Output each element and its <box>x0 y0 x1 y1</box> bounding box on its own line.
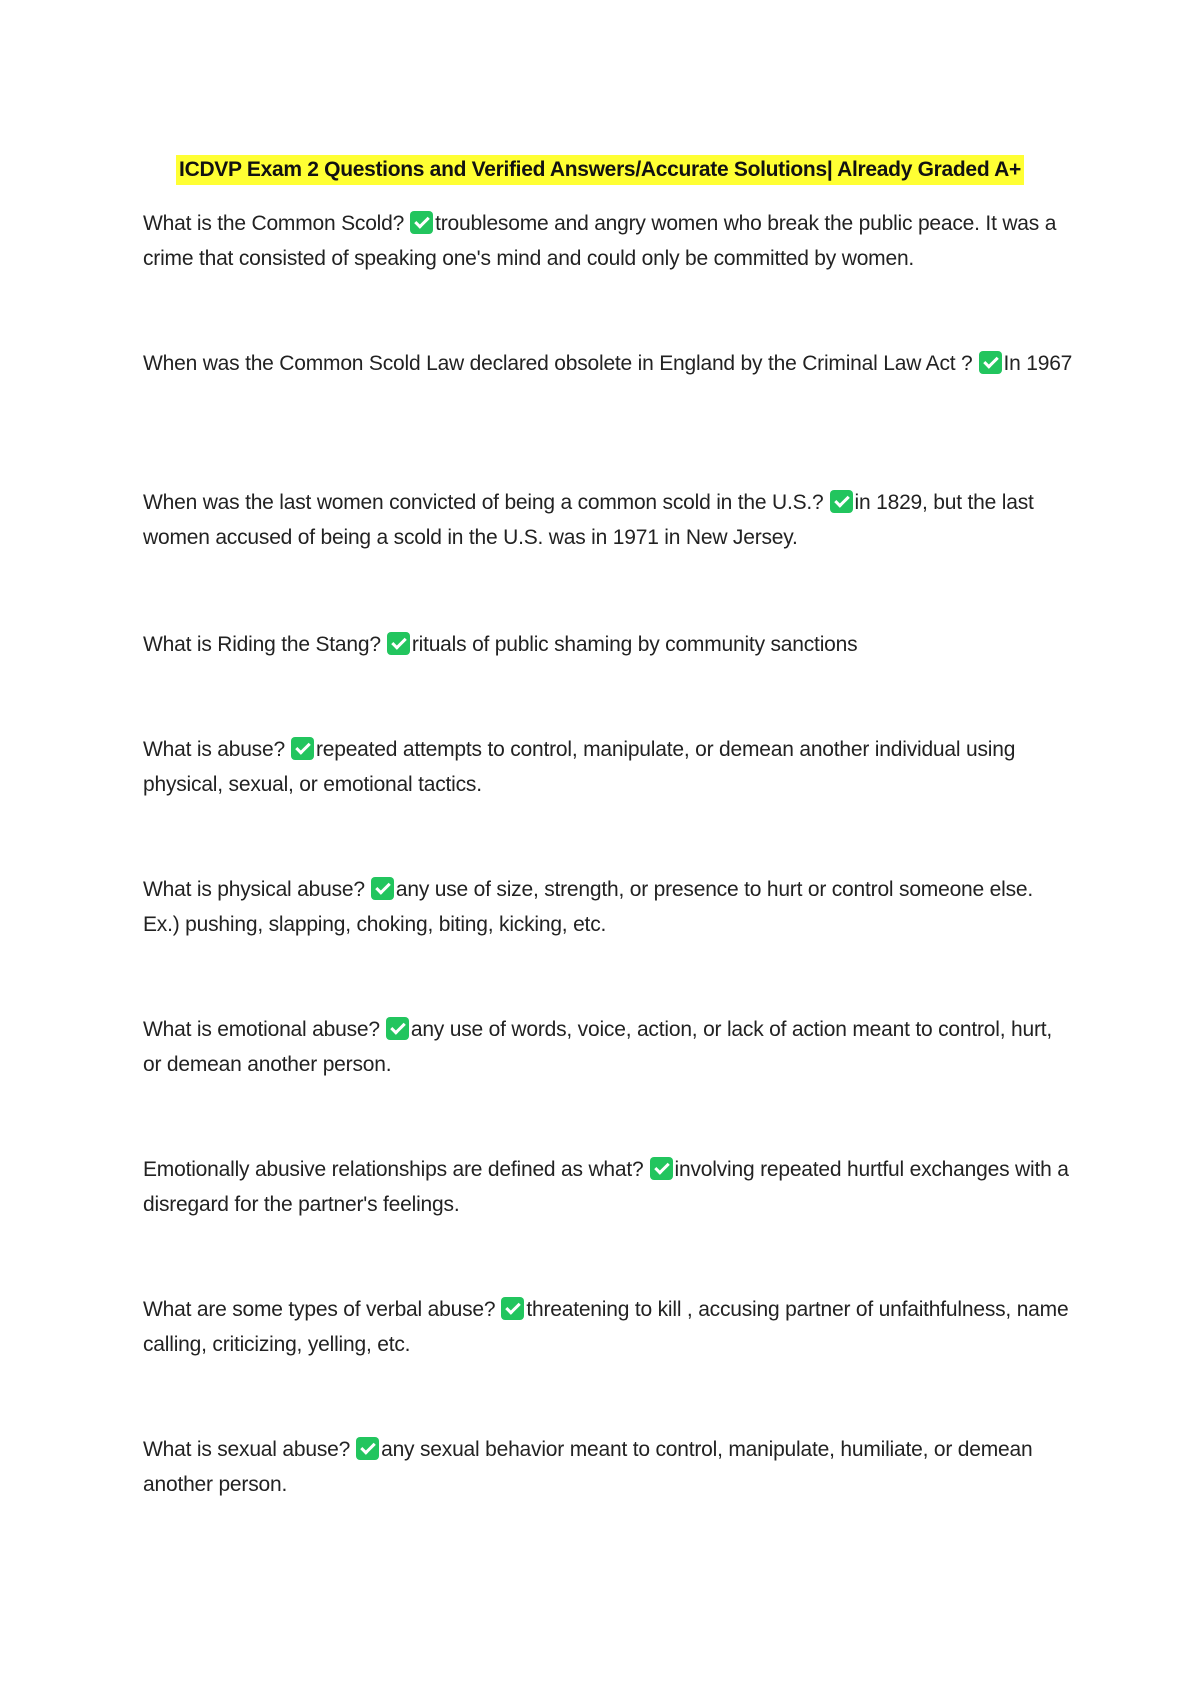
check-mark-icon <box>291 737 314 760</box>
check-mark-icon <box>371 877 394 900</box>
question-text: What is abuse? <box>143 738 285 761</box>
qa-item <box>143 346 1073 381</box>
question-text: What is emotional abuse? <box>143 1018 380 1041</box>
question-text: What is physical abuse? <box>143 878 365 901</box>
answer-text: rituals of public shaming by community sanctions <box>411 633 858 656</box>
check-mark-icon <box>386 1017 409 1040</box>
question-text: When was the last women convicted of being a common scold in the U.S.? <box>143 491 824 514</box>
qa-item <box>143 627 1073 662</box>
check-mark-icon <box>501 1297 524 1320</box>
qa-item <box>143 206 1073 276</box>
answer-text: any sexual behavior meant to control, manipulate, humiliate, or demean another person. <box>143 1438 1033 1496</box>
qa-item <box>143 1012 1073 1082</box>
answer-text: repeated attempts to control, manipulate, or demean another individual using physical, sexual, or emotional tactics. <box>143 738 1016 796</box>
check-mark-icon <box>356 1437 379 1460</box>
question-text: Emotionally abusive relationships are defined as what? <box>143 1158 644 1181</box>
qa-item <box>143 1432 1073 1502</box>
check-mark-icon <box>410 211 433 234</box>
question-text: What is the Common Scold? <box>143 212 405 235</box>
answer-text: in 1829, but the last women accused of being a scold in the U.S. was in 1971 in New Jersey. <box>143 491 1034 549</box>
question-text: What are some types of verbal abuse? <box>143 1298 496 1321</box>
answer-text: any use of words, voice, action, or lack of action meant to control, hurt, or demean another person. <box>143 1018 1053 1076</box>
qa-item <box>143 1292 1073 1362</box>
question-text: What is sexual abuse? <box>143 1438 351 1461</box>
check-mark-icon <box>650 1157 673 1180</box>
question-text: What is Riding the Stang? <box>143 633 381 656</box>
qa-item <box>143 872 1073 942</box>
check-mark-icon <box>830 490 853 513</box>
document-title: ICDVP Exam 2 Questions and Verified Answers/Accurate Solutions| Already Graded A+ <box>176 155 1024 185</box>
qa-item <box>143 732 1073 802</box>
title-row <box>0 155 1200 185</box>
answer-text: any use of size, strength, or presence to hurt or control someone else. Ex.) pushing, slapping, choking, biting, kicking, etc. <box>143 878 1034 936</box>
question-text: When was the Common Scold Law declared obsolete in England by the Criminal Law Act ? <box>143 352 973 375</box>
qa-item <box>143 1152 1073 1222</box>
answer-text: troublesome and angry women who break the public peace. It was a crime that consisted of speaking one's mind and could only be committed by women. <box>143 212 1057 270</box>
answer-text: In 1967 <box>1003 352 1073 375</box>
qa-item <box>143 485 1073 555</box>
answer-text: threatening to kill , accusing partner of unfaithfulness, name calling, criticizing, yelling, etc. <box>143 1298 1069 1356</box>
answer-text: involving repeated hurtful exchanges with a disregard for the partner's feelings. <box>143 1158 1069 1216</box>
check-mark-icon <box>979 351 1002 374</box>
check-mark-icon <box>387 632 410 655</box>
